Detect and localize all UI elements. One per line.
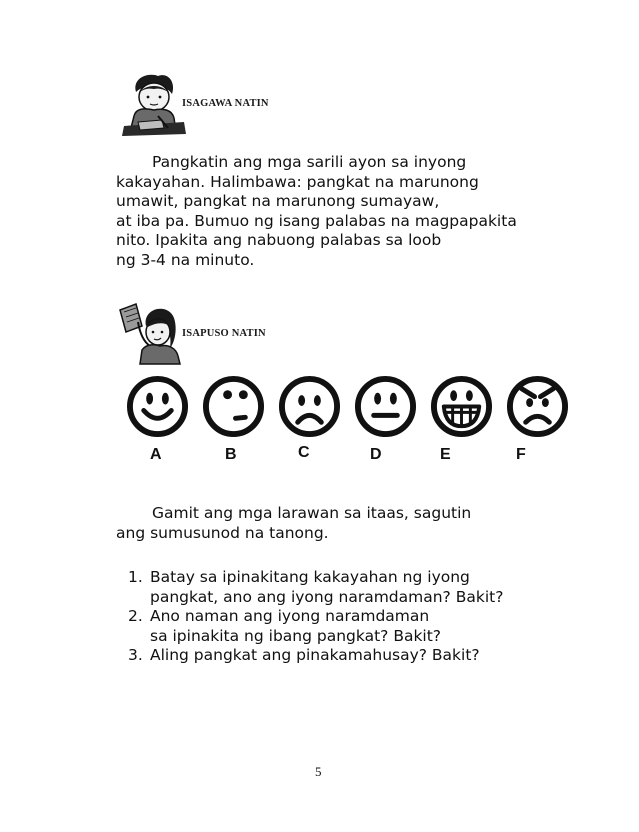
questions-list [128, 568, 503, 666]
isapuso-natin-header [116, 300, 266, 366]
question-number: 2. [128, 607, 143, 626]
question-line: pangkat, ano ang iyong naramdaman? Bakit? [150, 587, 504, 606]
face-label-f: F [516, 446, 526, 463]
paragraph-line: ng 3-4 na minuto. [116, 250, 255, 269]
face-label-b: B [225, 446, 237, 463]
section-title: ISAGAWA NATIN [182, 98, 269, 109]
paragraph-line: umawit, pangkat na marunong sumayaw, [116, 192, 440, 211]
face-label-a: A [150, 446, 162, 463]
paragraph-line: at iba pa. Bumuo ng isang palabas na magpapakita [116, 211, 517, 230]
sad-face-icon [278, 375, 341, 438]
face-label-c: C [298, 444, 310, 461]
question-line: sa ipinakita ng ibang pangkat? Bakit? [150, 626, 442, 645]
paragraph-line: kakayahan. Halimbawa: pangkat na marunong [116, 172, 479, 191]
student-writing-icon [118, 70, 188, 136]
grinning-face-icon [430, 375, 493, 438]
paragraph-line: nito. Ipakita ang nabuong palabas sa loob [116, 231, 442, 250]
instruction-line: ang sumusunod na tanong. [116, 523, 329, 542]
emotion-faces-row [126, 375, 569, 438]
question-item [128, 646, 503, 666]
question-line: Aling pangkat ang pinakamahusay? Bakit? [150, 646, 480, 665]
page-number: 5 [315, 764, 322, 779]
paragraph-line: Pangkatin ang mga sarili ayon sa inyong [152, 153, 467, 171]
question-line: Batay sa ipinakitang kakayahan ng iyong [150, 568, 470, 586]
isagawa-natin-header [118, 70, 269, 136]
neutral-face-icon [354, 375, 417, 438]
question-number: 1. [128, 568, 143, 586]
happy-face-icon [126, 375, 189, 438]
face-label-e: E [440, 446, 451, 463]
isagawa-paragraph [116, 153, 517, 271]
question-line: Ano naman ang iyong naramdaman [150, 607, 430, 626]
angry-face-icon [506, 375, 569, 438]
question-item [128, 568, 503, 607]
question-item [128, 607, 503, 646]
face-labels [0, 446, 639, 468]
section-title: ISAPUSO NATIN [182, 328, 266, 339]
student-reading-icon [116, 300, 188, 366]
instruction-line: Gamit ang mga larawan sa itaas, sagutin [152, 504, 472, 522]
instruction-paragraph [116, 504, 471, 543]
face-label-d: D [370, 446, 382, 463]
question-number: 3. [128, 646, 143, 665]
thinking-face-icon [202, 375, 265, 438]
